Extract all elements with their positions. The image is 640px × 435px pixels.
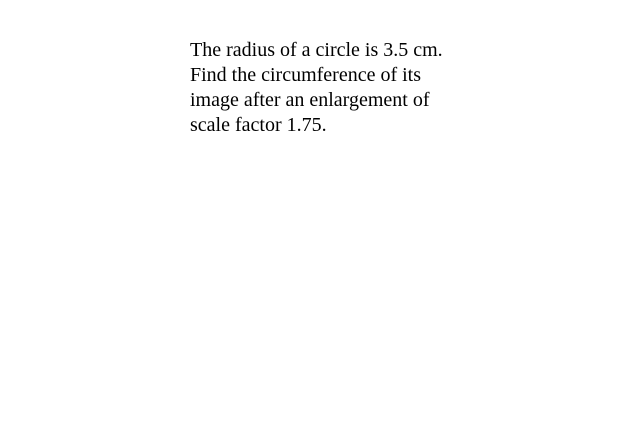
- question-line-2: Find the circumference of its: [190, 64, 422, 86]
- question-text: [190, 38, 490, 138]
- question-line-1: The radius of a circle is 3.5 cm.: [190, 39, 443, 61]
- question-line-3: image after an enlargement of: [190, 89, 430, 111]
- question-line-4: scale factor 1.75.: [190, 114, 327, 136]
